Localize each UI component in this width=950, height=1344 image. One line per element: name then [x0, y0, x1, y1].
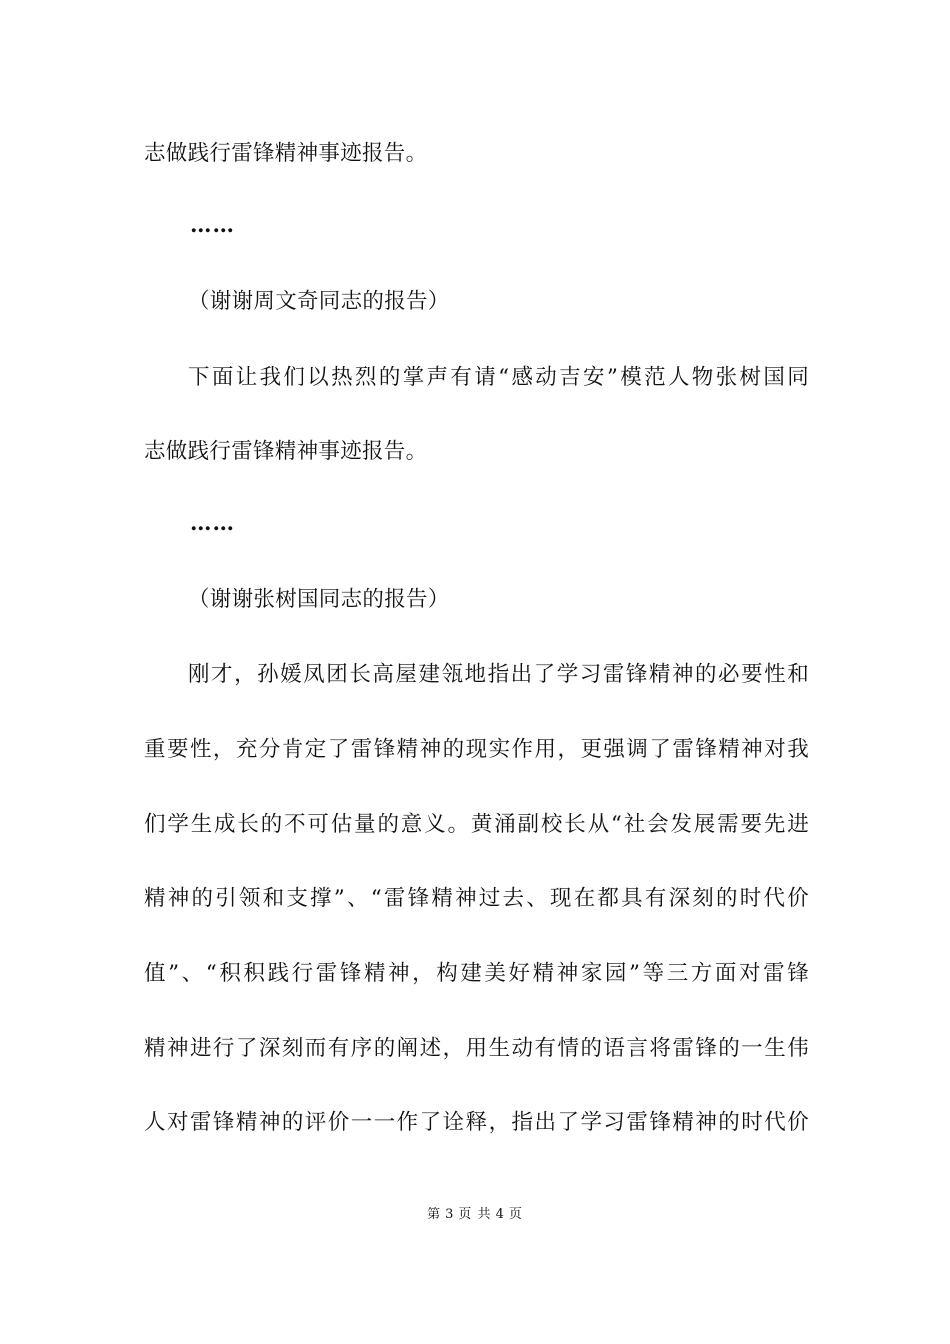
summary-line-7: 人对雷锋精神的评价一一作了诠释，指出了学习雷锋精神的时代价	[144, 1110, 809, 1135]
summary-line-4: 精神的引领和支撑”、“雷锋精神过去、现在都具有深刻的时代价	[144, 886, 809, 911]
summary-line-2: 重要性，充分肯定了雷锋精神的现实作用，更强调了雷锋精神对我	[144, 737, 809, 762]
footer-current-page: 3	[445, 1207, 455, 1222]
thanks-line-zhang: （谢谢张树国同志的报告）	[188, 587, 450, 612]
footer-middle: 页 共	[458, 1207, 492, 1222]
text-line-continuation: 志做践行雷锋精神事迹报告。	[144, 141, 428, 166]
summary-line-3: 们学生成长的不可估量的意义。黄涌副校长从“社会发展需要先进	[144, 812, 809, 837]
intro-line-zhang-continuation: 志做践行雷锋精神事迹报告。	[144, 439, 428, 464]
ellipsis-line-2: ……	[190, 511, 235, 536]
footer-total-pages: 4	[495, 1207, 505, 1222]
thanks-line-zhou: （谢谢周文奇同志的报告）	[188, 289, 450, 314]
ellipsis-line: ……	[190, 213, 235, 238]
footer-suffix: 页	[508, 1207, 523, 1222]
footer-prefix: 第	[427, 1207, 442, 1222]
intro-line-zhang: 下面让我们以热烈的掌声有请“感动吉安”模范人物张树国同	[188, 365, 809, 390]
page-footer	[0, 1206, 950, 1224]
summary-line-5: 值”、“积积践行雷锋精神，构建美好精神家园”等三方面对雷锋	[144, 961, 809, 986]
summary-line-1: 刚才，孙媛凤团长高屋建瓴地指出了学习雷锋精神的必要性和	[188, 662, 809, 687]
summary-line-6: 精神进行了深刻而有序的阐述，用生动有情的语言将雷锋的一生伟	[144, 1036, 809, 1061]
